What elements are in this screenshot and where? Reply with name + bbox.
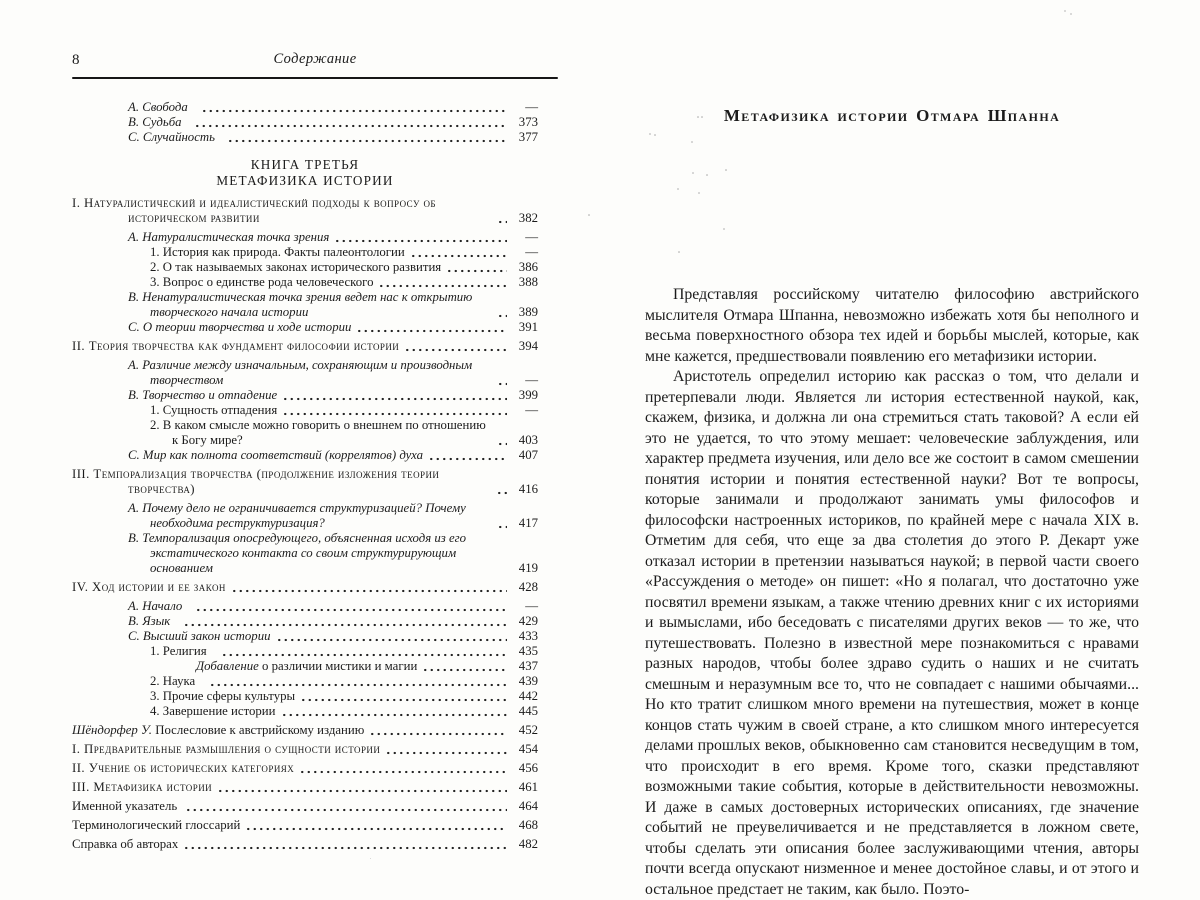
toc-entry-page: 464	[518, 799, 538, 813]
article	[645, 106, 1139, 900]
toc-entry-page: —	[525, 403, 538, 417]
toc-entry	[72, 659, 538, 674]
toc-entry-page: 382	[518, 211, 538, 225]
toc-entry	[72, 689, 538, 704]
scan-artifact	[1064, 10, 1066, 12]
toc-entry-page: 394	[518, 339, 538, 353]
dot-leader	[497, 518, 507, 531]
article-paragraph: Аристотель определил историю как рассказ о том, что делали и претерпевали люди. Является ли история естественной наукой, как, скажем, физика, и должна ли она стремиться стать таковой? А если ей это не удается, то что этому мешает: человеческие заблуждения, или характер предмета изучения, или дело все же состоит в самом смешении понятия истории и понятия естественной науки? Вот те вопросы, которые занимали и продолжают занимать умы философов и философски настроенных историков, по крайней мере с начала XIX в. Отметим для себя, что еще за два столетия до этого Р. Декарт уже отказал истории в претензии называться наукой; в первой части своего «Рассуждения о методе» он пишет: «Но я полагал, что достаточно уже посвятил времени языкам, а также чтению древних книг с их историями и вымыслами, ибо беседовать с писателями других веков — то же, что путешествовать. Полезно в известной мере познакомиться с нравами разных народов, чтобы более здраво судить о наших и не считать смешным и неразумным все то, что не совпадает с нашими обычаями... Но кто тратит слишком много времени на путешествия, может в конце концов стать чужим в своей стране, а кто слишком много интересуется делами прошлых веков, обыкновенно сам становится несведущим в том, что происходит в его время. Кроме того, сказки представляют возможными такие события, которые в действительности невозможны. И даже в самых достоверных исторических описаниях, где значение событий не преувеличивается и не представляется в ложном свете, чтобы сделать эти описания более заслуживающими чтения, авторы почти всегда опускают низменное и менее достойное славы, и от этого и остальное предстает не таким, как было. Поэто-	[645, 368, 1139, 898]
dot-leader	[245, 820, 507, 833]
scan-artifact	[691, 141, 693, 143]
scan-artifact	[370, 858, 371, 859]
dot-leader	[183, 839, 507, 852]
toc-entry-title: B. Ненатуралистическая точка зрения ведет нас к открытию творческого начала истории	[128, 290, 473, 319]
toc-entry-title: C. Мир как полнота соответствий (коррелятов) духа	[128, 448, 424, 462]
toc-entry	[72, 448, 538, 463]
scan-artifact	[698, 192, 700, 194]
toc-entry-page: 377	[518, 130, 538, 144]
dot-leader	[183, 616, 507, 629]
toc-entry	[72, 674, 538, 689]
dot-leader	[410, 247, 507, 260]
toc-entry	[72, 260, 538, 275]
toc-entry-title: A. Начало	[128, 599, 183, 613]
dot-leader	[209, 676, 507, 689]
dot-leader	[281, 706, 508, 719]
toc-entry-title: 2. Наука	[150, 674, 196, 688]
toc-entry-page: 417	[518, 516, 538, 530]
dot-leader	[299, 763, 507, 776]
toc-entry	[72, 388, 538, 403]
article-title: Метафизика истории Отмара Шпанна	[723, 106, 1061, 125]
left-page-header	[72, 50, 558, 80]
toc-entry	[72, 403, 538, 418]
dot-leader	[185, 801, 507, 814]
toc-entry-title: B. Темпорализация опосредующего, объясненная исходя из его экстатического контакта со своим структурирующим основанием	[128, 531, 467, 575]
toc-entry-page: —	[525, 245, 538, 259]
toc-entry-title: A. Различие между изначальным, сохраняющим и производным творчеством	[128, 358, 473, 387]
toc-entry-title: C. Высший закон истории	[128, 629, 271, 643]
toc-entry	[72, 780, 538, 795]
toc-entry	[72, 115, 538, 130]
dot-leader	[385, 744, 507, 757]
book-part-heading-line: КНИГА ТРЕТЬЯ	[250, 157, 360, 172]
toc-entry-page: 468	[518, 818, 538, 832]
dot-leader	[194, 117, 507, 130]
scan-artifact	[725, 169, 727, 171]
toc-entry-title: III. Темпорализация творчества (продолжение изложения теории творчества)	[72, 467, 440, 496]
dot-leader	[497, 375, 507, 388]
toc-entry-page: 452	[518, 723, 538, 737]
toc-entry-title: I. Предварительные размышления о сущности истории	[72, 742, 381, 756]
dot-leader	[428, 450, 507, 463]
toc-entry-title: C. Случайность	[128, 130, 215, 144]
dot-leader	[231, 582, 507, 595]
toc-entry-page: 373	[518, 115, 538, 129]
toc-entry	[72, 742, 538, 757]
dot-leader	[496, 484, 507, 497]
toc-entry-page: 435	[518, 644, 538, 658]
scan-artifact	[723, 228, 725, 230]
dot-leader	[195, 601, 507, 614]
book-part-heading	[72, 157, 538, 189]
toc-entry	[72, 130, 538, 145]
toc-entry-page: 482	[518, 837, 538, 851]
scan-artifact	[588, 214, 590, 216]
dot-leader	[497, 307, 507, 320]
toc-entry	[72, 644, 538, 659]
toc-entry-page: 439	[518, 674, 538, 688]
toc-entry-page: 428	[518, 580, 538, 594]
toc-entry	[72, 275, 538, 290]
toc-entry	[72, 704, 538, 719]
toc-entry-title: B. Судьба	[128, 115, 182, 129]
toc-entry	[72, 799, 538, 814]
toc-entry	[72, 629, 538, 644]
dot-leader	[201, 102, 507, 115]
scan-artifact	[654, 134, 656, 136]
dot-leader	[422, 661, 507, 674]
toc-entry-page: 399	[518, 388, 538, 402]
dot-leader	[497, 435, 507, 448]
article-body	[645, 285, 1139, 900]
toc-entry-title: I. Натуралистический и идеалистический подходы к вопросу об историческом развитии	[72, 196, 437, 225]
toc-entry-page: 403	[518, 433, 538, 447]
toc-entry-title: Именной указатель	[72, 799, 178, 813]
toc-entry	[72, 501, 538, 531]
toc-entry-page: 391	[518, 320, 538, 334]
running-title: Содержание	[273, 51, 357, 67]
toc-entry-lead: Добавление	[196, 659, 259, 673]
toc-entry-title: 1. Религия	[150, 644, 207, 658]
toc-entry-title: 3. Вопрос о единстве рода человеческого	[150, 275, 374, 289]
toc-entry-page: —	[525, 373, 538, 387]
dot-leader	[282, 390, 507, 403]
toc-entry	[72, 230, 538, 245]
toc-entry	[72, 290, 538, 320]
toc-entry	[72, 614, 538, 629]
toc-entry	[72, 818, 538, 833]
toc-entry	[72, 358, 538, 388]
toc-entry-page: 433	[518, 629, 538, 643]
dot-leader	[334, 232, 507, 245]
toc-entry	[72, 531, 538, 576]
toc-entry-page: 456	[518, 761, 538, 775]
dot-leader	[446, 262, 507, 275]
toc-entry-page: 407	[518, 448, 538, 462]
dot-leader	[221, 646, 507, 659]
dot-leader	[227, 132, 507, 145]
toc-entry	[72, 761, 538, 776]
toc-list	[72, 100, 538, 852]
toc-entry	[72, 100, 538, 115]
dot-leader	[404, 341, 507, 354]
toc-entry-page: —	[525, 100, 538, 114]
toc-entry	[72, 245, 538, 260]
toc-entry-title: 2. О так называемых законах исторического развития	[150, 260, 442, 274]
toc-entry-title: II. Теория творчества как фундамент философии истории	[72, 339, 400, 353]
toc-entry-page: 388	[518, 275, 538, 289]
toc-entry	[72, 339, 538, 354]
toc-entry-title: 4. Завершение истории	[150, 704, 276, 718]
toc-entry-title: II. Учение об исторических категориях	[72, 761, 295, 775]
toc-entry	[72, 467, 538, 497]
dot-leader	[276, 631, 507, 644]
toc-entry-page: —	[525, 230, 538, 244]
toc-entry-page: 454	[518, 742, 538, 756]
dot-leader	[497, 213, 507, 226]
scan-artifact	[701, 116, 703, 118]
toc-entry-title: Добавление о различии мистики и магии	[196, 659, 418, 673]
toc-entry	[72, 837, 538, 852]
dot-leader	[369, 725, 507, 738]
scan-artifact	[649, 133, 651, 135]
toc-entry	[72, 599, 538, 614]
toc-entry-page: 386	[518, 260, 538, 274]
dot-leader	[217, 782, 507, 795]
toc-entry-title: 3. Прочие сферы культуры	[150, 689, 296, 703]
scan-artifact	[697, 116, 699, 118]
toc-entry-title: 1. История как природа. Факты палеонтологии	[150, 245, 405, 259]
toc-entry-title: A. Почему дело не ограничивается структуризацией? Почему необходима реструктуризация?	[128, 501, 466, 530]
toc-entry-page: 461	[518, 780, 538, 794]
toc-entry-title: Шёндорфер У. Послесловие к австрийскому изданию	[72, 723, 365, 737]
page-number: 8	[72, 52, 80, 68]
toc-entry-page: 419	[518, 561, 538, 575]
scan-artifact	[678, 251, 680, 253]
toc-entry-title: B. Творчество и отпадение	[128, 388, 278, 402]
dot-leader	[282, 405, 507, 418]
toc-entry-page: —	[525, 599, 538, 613]
scan-artifact	[1070, 13, 1072, 15]
dot-leader	[378, 277, 507, 290]
toc-entry-title: Справка об авторах	[72, 837, 179, 851]
toc-entry-title: 1. Сущность отпадения	[150, 403, 278, 417]
toc-entry-page: 389	[518, 305, 538, 319]
toc-entry	[72, 320, 538, 335]
toc-entry-page: 429	[518, 614, 538, 628]
toc-entry-title: A. Натуралистическая точка зрения	[128, 230, 330, 244]
toc-entry	[72, 580, 538, 595]
toc-entry-title: C. О теории творчества и ходе истории	[128, 320, 352, 334]
toc-entry	[72, 418, 538, 448]
article-paragraph: Представляя российскому читателю философию австрийского мыслителя Отмара Шпанна, невозможно избежать хотя бы неполного и весьма поверхностного обзора тех идей и борьбы мыслей, которые, как мне кажется, предшествовали появлению его метафизики истории.	[645, 286, 1139, 365]
scan-artifact	[692, 172, 694, 174]
toc-entry-lead: Шёндорфер У.	[72, 723, 153, 737]
toc-entry-title: III. Метафизика истории	[72, 780, 213, 794]
toc-entry-page: 416	[518, 482, 538, 496]
toc-entry-page: 442	[518, 689, 538, 703]
toc-entry-title: IV. Ход истории и ее закон	[72, 580, 226, 594]
dot-leader	[501, 563, 507, 576]
book-part-heading-line: МЕТАФИЗИКА ИСТОРИИ	[216, 173, 394, 188]
scan-artifact	[677, 188, 679, 190]
toc-entry	[72, 196, 538, 226]
dot-leader	[356, 322, 507, 335]
toc-entry-title: B. Язык	[128, 614, 171, 628]
toc-entry-title: A. Свобода	[128, 100, 188, 114]
scan-artifact	[706, 174, 708, 176]
toc-entry	[72, 723, 538, 738]
header-rule	[72, 77, 558, 79]
dot-leader	[300, 691, 507, 704]
toc-entry-title: 2. В каком смысле можно говорить о внешнем по отношению к Богу мире?	[150, 418, 486, 447]
toc-entry-title: Терминологический глоссарий	[72, 818, 241, 832]
toc-entry-page: 437	[518, 659, 538, 673]
toc-entry-page: 445	[518, 704, 538, 718]
